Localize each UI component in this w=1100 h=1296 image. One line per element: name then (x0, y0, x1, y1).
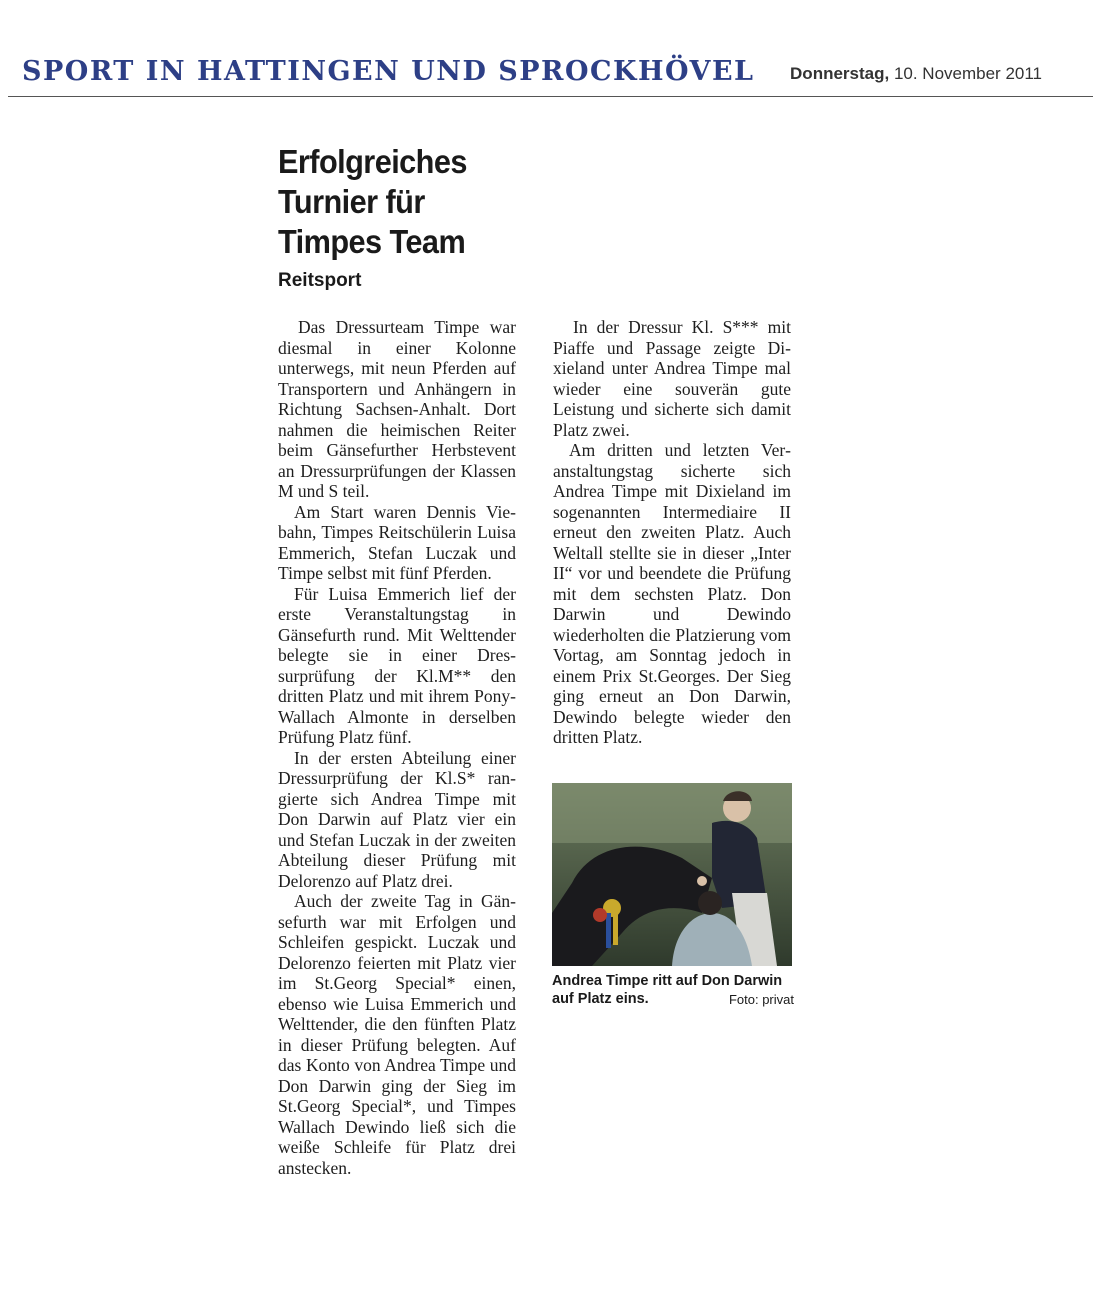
section-masthead-title: SPORT IN HATTINGEN UND SPROCKHÖVEL (22, 56, 755, 87)
dressage-rider-photo (552, 783, 792, 966)
paragraph: Für Luisa Emmerich lief der erste Veranstaltungstag in Gänsefurth rund. Mit Welttender belegte sie in einer Dressurprüfung der Kl.M** den dritten Platz und mit ihrem Pony-Wallach Almonte in derselben Prüfung Platz fünf. (278, 583, 516, 747)
caption-text: Andrea Timpe ritt auf Don Darwin auf Platz eins. (552, 973, 783, 1007)
paragraph: In der ersten Abteilung einer Dressurprüfung der Kl.S* rangierte sich Andrea Timpe mit Don Darwin auf Platz vier ein und Stefan Luczak in der zweiten Abteilung dieser Prüfung mit Delorenzo auf Platz drei. (278, 747, 516, 891)
photo-credit: Foto: privat (728, 992, 794, 1007)
headline-line: Timpes Team (278, 223, 466, 260)
paragraph: Auch der zweite Tag in Gänsefurth war mit Erfolgen und Schleifen gespickt. Luczak und Delorenzo feierten mit Platz vier im St.Georg Special* einen, ebenso wie Luisa Emmerich und Welttender, die den fünften Platz in dieser Prüfung belegten. Auf das Konto von Andrea Timpe und Don Darwin ging der Sieg im St.Georg Special*, und Timpes Wallach Dewindo ließ sich die weiße Schleife für Platz drei anstecken. (278, 891, 516, 1178)
masthead-rule (8, 96, 1093, 97)
paragraph: In der Dressur Kl. S*** mit Piaffe und Passage zeigte Dixieland unter Andrea Timpe mal wieder eine souverän gute Leistung und sicherte sich damit Platz zwei. (553, 317, 791, 440)
paragraph: Das Dressurteam Timpe war diesmal in einer Kolonne unterwegs, mit neun Pferden auf Transportern und Anhängern in Richtung Sachsen-Anhalt. Dort nahmen die heimischen Reiter beim Gänsefurther Herbstevent an Dressurprüfungen der Klassen M und S teil. (278, 317, 516, 501)
issue-date (790, 64, 1042, 84)
date-weekday: Donnerstag, (790, 64, 890, 83)
photo-caption (552, 972, 794, 1009)
article-column-1 (278, 317, 516, 1178)
headline-line: Turnier für (278, 183, 425, 220)
date-day-month-year: 10. November 2011 (889, 64, 1042, 83)
article-column-2 (553, 317, 791, 748)
article-kicker: Reitsport (278, 270, 362, 291)
article-photo (552, 783, 792, 966)
paragraph: Am Start waren Dennis Viebahn, Timpes Reitschülerin Luisa Emmerich, Stefan Luczak und Timpe selbst mit fünf Pferden. (278, 501, 516, 583)
headline-line: Erfolgreiches (278, 143, 467, 180)
article-headline (278, 142, 576, 262)
paragraph: Am dritten und letzten Veranstaltungstag sicherte sich Andrea Timpe mit Dixieland im sogenannten Intermediaire II erneut den zweiten Platz. Auch Weltall stellte sie in dieser „Inter II“ vor und beendete die Prüfung mit dem sechsten Platz. Don Darwin und Dewindo wiederholten die Platzierung vom Vortag, am Sonntag jedoch in einem Prix St.Georges. Der Sieg ging erneut an Don Darwin, Dewindo belegte wieder den dritten Platz. (553, 440, 791, 747)
